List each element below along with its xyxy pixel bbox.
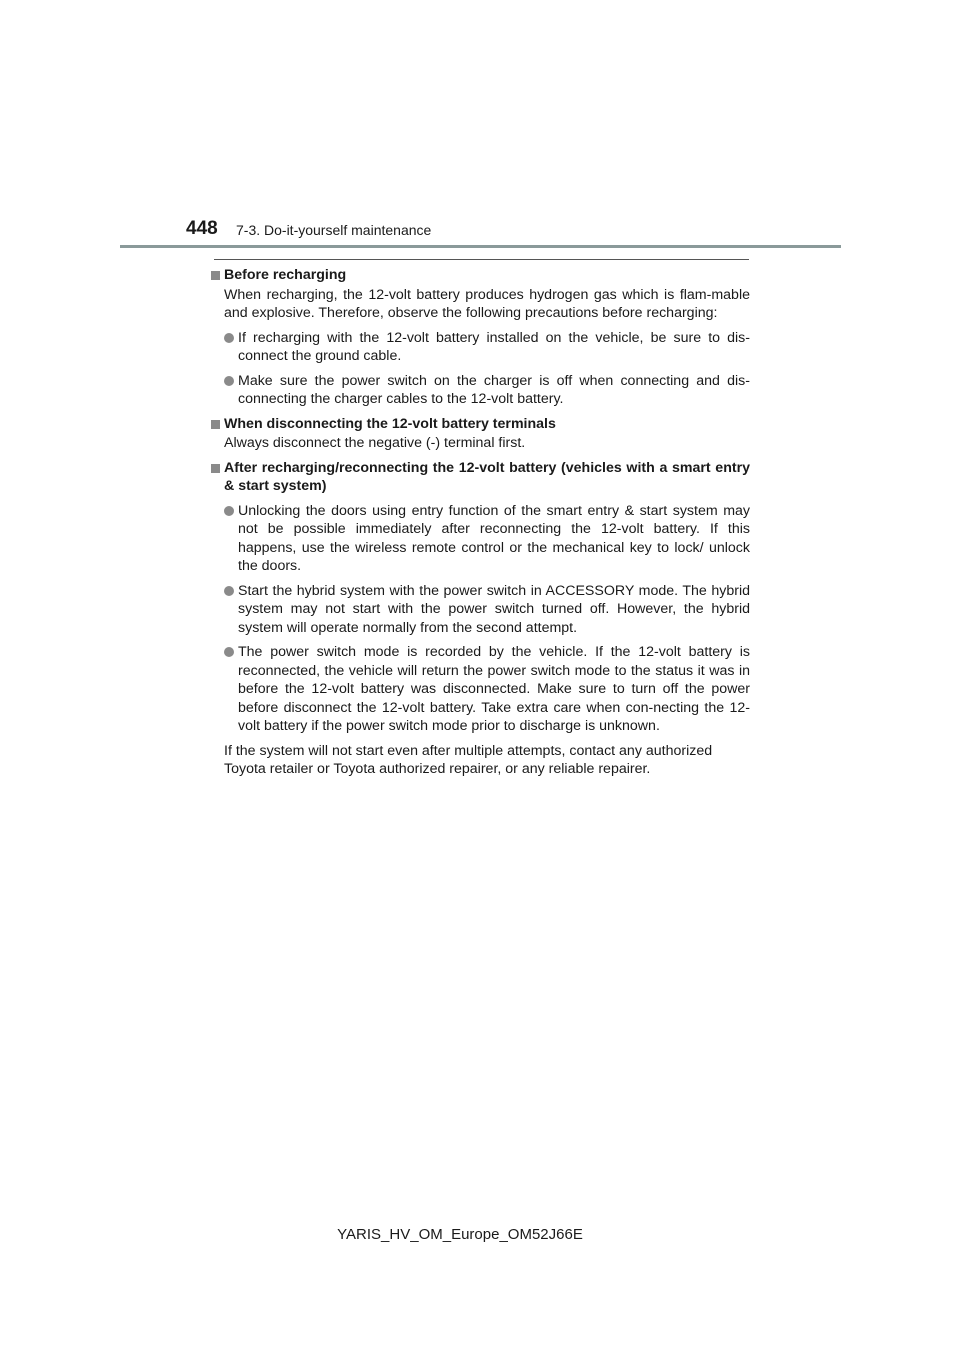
heading-before-recharging: Before recharging [211,266,750,285]
circle-bullet-icon [224,586,234,596]
bullet-item: The power switch mode is recorded by the vehicle. If the 12-volt battery is reconnected, the vehicle will return the power switch mode to the status it was in before the 12-volt battery was disconnected. Make sure to turn off the power before disconnect the 12-volt battery. Take extra care when con-necting the 12-volt battery if the power switch mode prior to discharge is unknown. [211,643,750,736]
circle-bullet-icon [224,647,234,657]
footer-doc-id: YARIS_HV_OM_Europe_OM52J66E [337,1226,583,1243]
heading-after-recharging: After recharging/reconnecting the 12-volt battery (vehicles with a smart entry & start system) [211,459,750,496]
square-bullet-icon [211,420,220,429]
bullet-item: Make sure the power switch on the charger is off when connecting and dis-connecting the charger cables to the 12-volt battery. [211,372,750,409]
circle-bullet-icon [224,506,234,516]
page-number: 448 [186,218,218,239]
bullet-item: Start the hybrid system with the power switch in ACCESSORY mode. The hybrid system may not start with the power switch turned off. However, the hybrid system will operate normally from the second attempt. [211,582,750,638]
square-bullet-icon [211,271,220,280]
paragraph-closing: If the system will not start even after multiple attempts, contact any authorized Toyota retailer or Toyota authorized repairer, or any reliable repairer. [224,742,713,777]
header-rule [120,245,841,248]
square-bullet-icon [211,464,220,473]
paragraph-disconnecting: Always disconnect the negative (-) terminal first. [224,435,526,451]
bullet-item: If recharging with the 12-volt battery installed on the vehicle, be sure to dis-connect the ground cable. [211,329,750,366]
circle-bullet-icon [224,376,234,386]
section-title: 7-3. Do-it-yourself maintenance [236,222,432,238]
bullet-item: Unlocking the doors using entry function of the smart entry & start system may not be possible immediately after reconnecting the 12-volt battery. If this happens, use the wireless remote control or the mechanical key to lock/ unlock the doors. [211,502,750,576]
content-rule [214,259,749,260]
content-body [211,266,750,779]
circle-bullet-icon [224,333,234,343]
heading-disconnecting: When disconnecting the 12-volt battery terminals [211,415,750,434]
paragraph-before-recharging: When recharging, the 12-volt battery produces hydrogen gas which is flam-mable and explosive. Therefore, observe the following precautions before recharging: [224,286,750,321]
